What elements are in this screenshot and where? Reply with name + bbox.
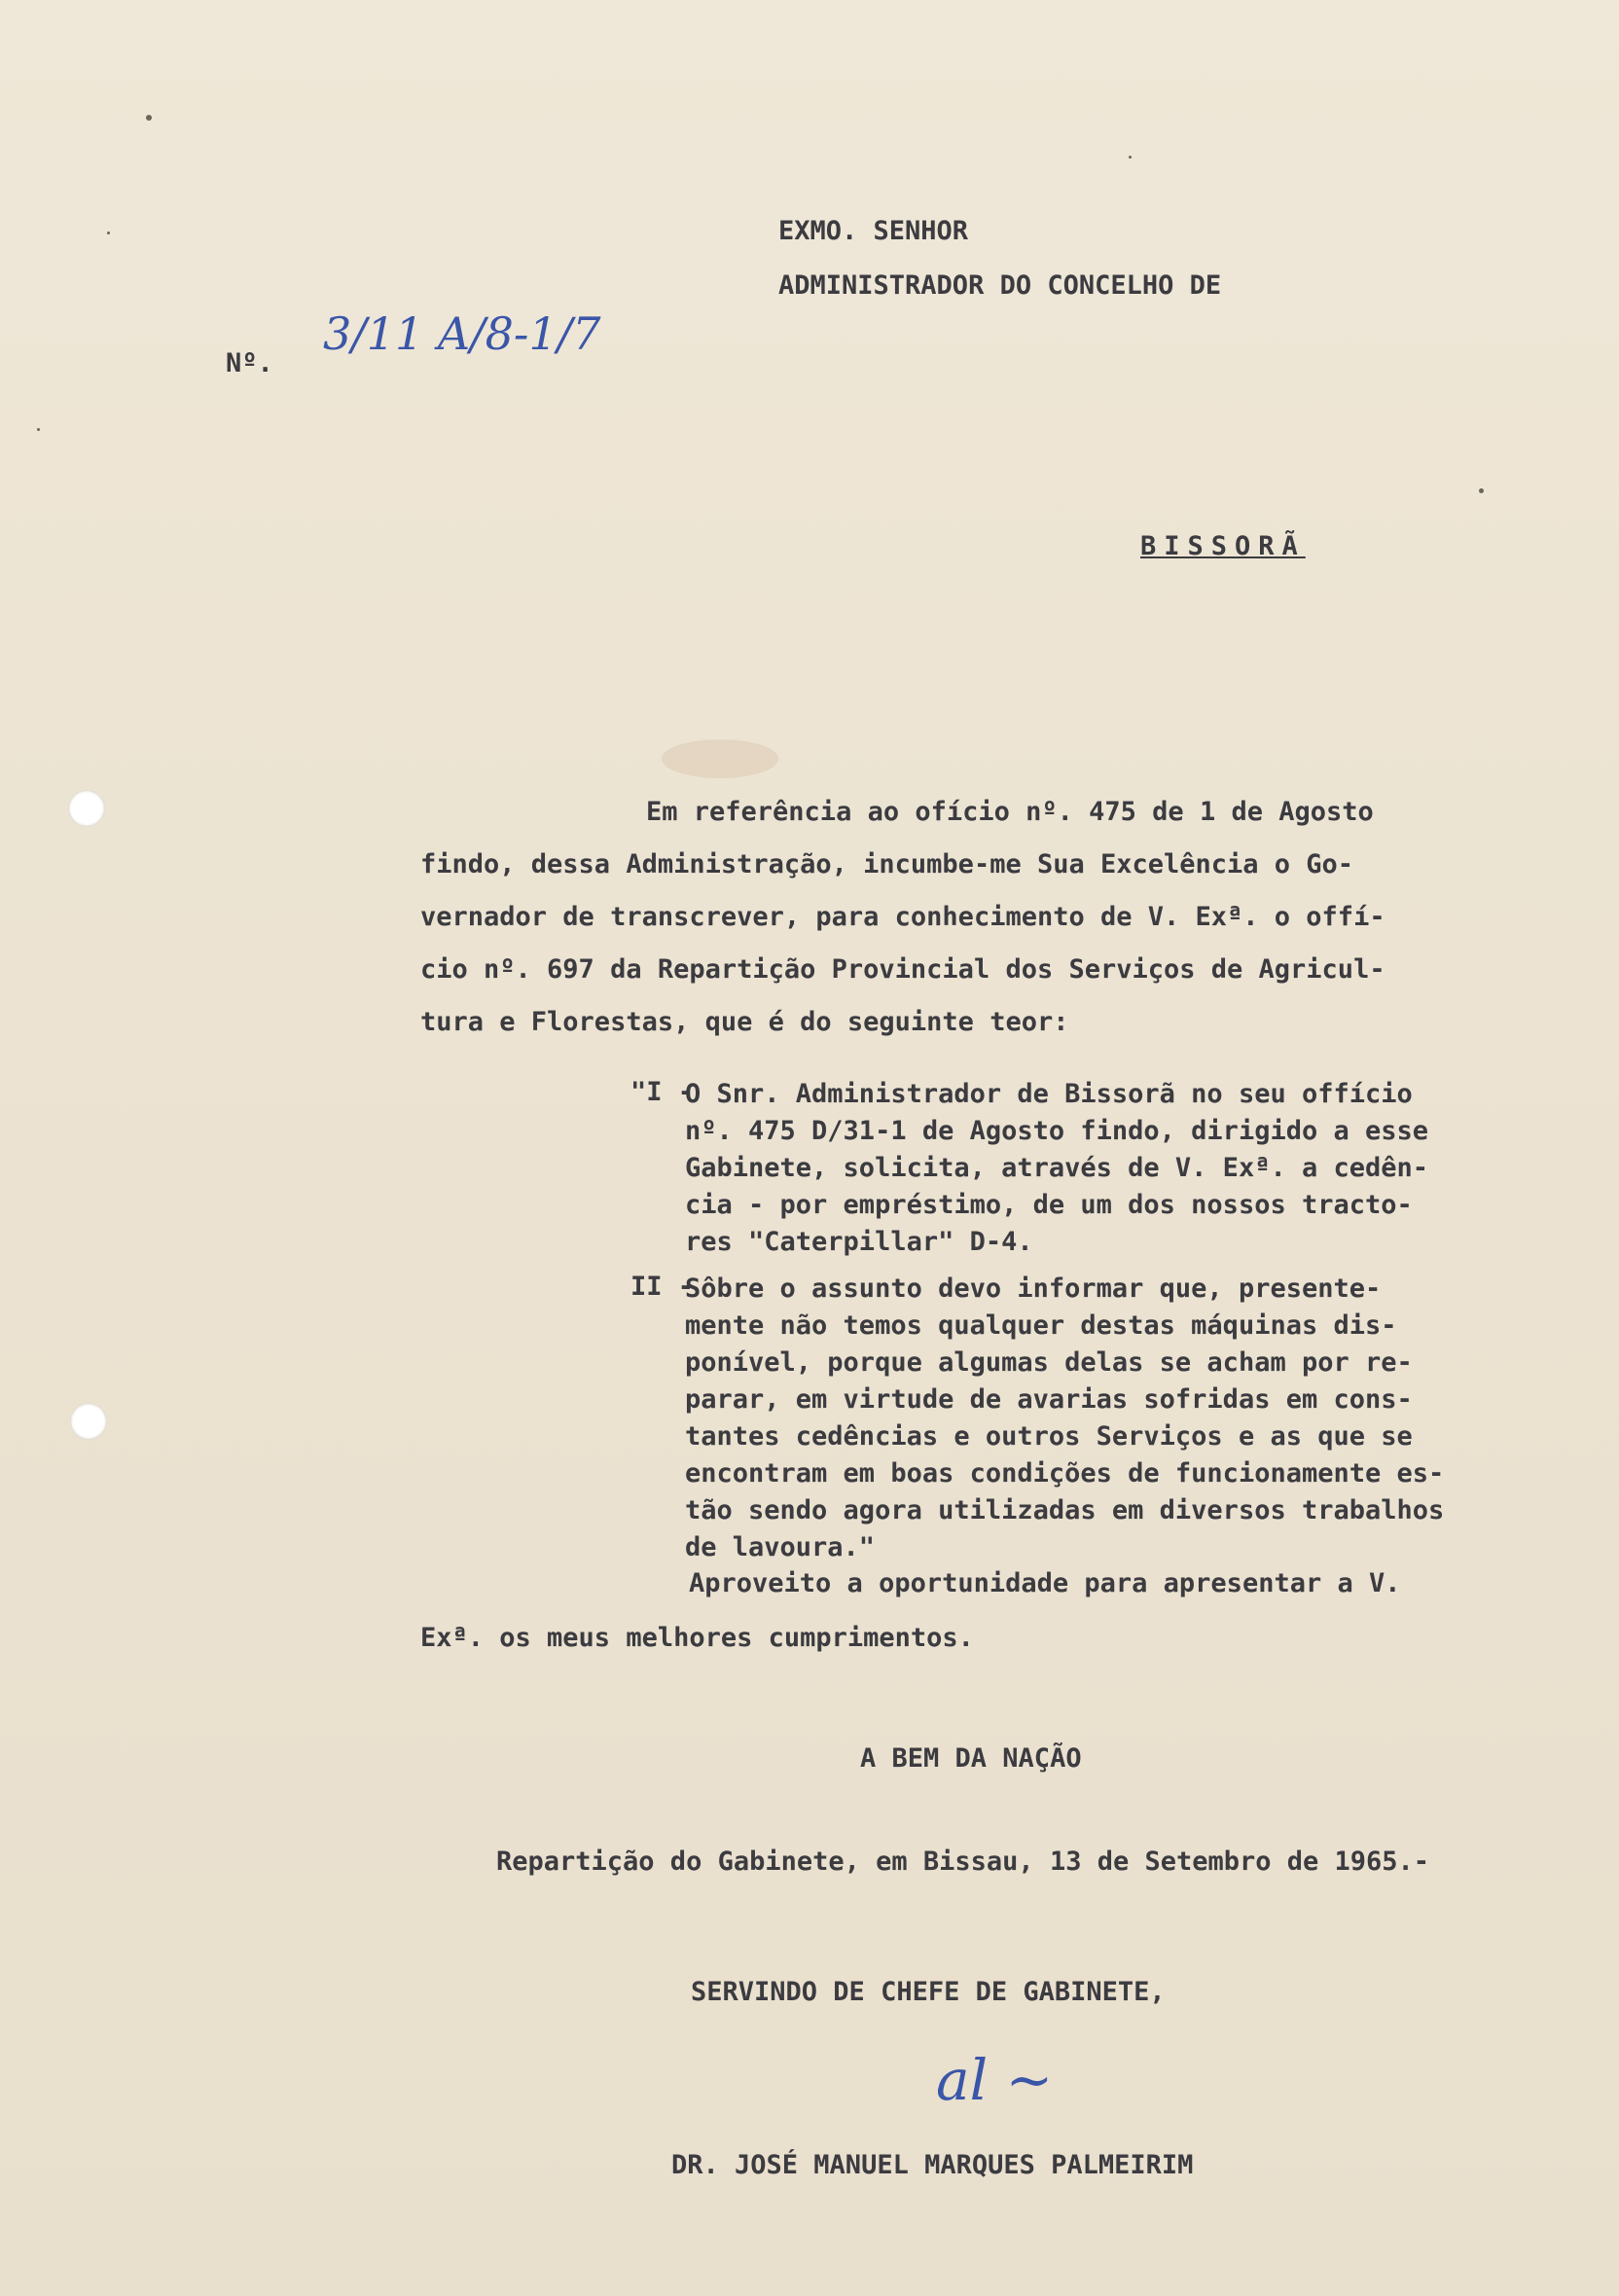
paper-stain: [662, 739, 778, 778]
punch-hole-bottom: [70, 1403, 107, 1440]
handwritten-signature: al ~: [936, 2047, 1054, 2113]
paragraph-line: Em referência ao ofício nº. 475 de 1 de Agosto: [646, 797, 1374, 827]
place-date-line: Repartição do Gabinete, em Bissau, 13 de Setembro de 1965.-: [496, 1847, 1430, 1877]
item-line: de lavoura.": [685, 1532, 876, 1562]
item-line: tantes cedências e outros Serviços e as que se: [685, 1421, 1413, 1452]
item-line: encontram em boas condições de funcionamente es-: [685, 1458, 1445, 1489]
item-line: O Snr. Administrador de Bissorã no seu offício: [685, 1079, 1413, 1109]
closing-line: Exª. os meus melhores cumprimentos.: [420, 1623, 974, 1653]
closing-line: Aproveito a oportunidade para apresentar a V.: [689, 1568, 1401, 1598]
paper-speck: [1479, 488, 1484, 493]
item-line: Gabinete, solicita, através de V. Exª. a cedên-: [685, 1153, 1429, 1183]
item-number: "I -: [630, 1077, 695, 1107]
motto: A BEM DA NAÇÃO: [860, 1743, 1082, 1774]
item-line: res "Caterpillar" D-4.: [685, 1227, 1033, 1257]
item-line: parar, em virtude de avarias sofridas em cons-: [685, 1384, 1413, 1415]
addressee: ADMINISTRADOR DO CONCELHO DE: [778, 270, 1222, 301]
quoted-item-1: [685, 1076, 1619, 1261]
paper-speck: [107, 232, 110, 234]
item-line: tão sendo agora utilizadas em diversos trabalhos: [685, 1495, 1445, 1525]
signatory-role: SERVINDO DE CHEFE DE GABINETE,: [691, 1977, 1166, 2007]
destination-heading: BISSORÃ: [1140, 531, 1306, 561]
paragraph-line: cio nº. 697 da Repartição Provincial dos Serviços de Agricul-: [420, 954, 1385, 985]
item-line: mente não temos qualquer destas máquinas dis-: [685, 1310, 1397, 1341]
intro-paragraph: [420, 786, 1568, 1049]
item-line: cia - por empréstimo, de um dos nossos tracto-: [685, 1190, 1413, 1220]
handwritten-reference-number: 3/11 A/8-1/7: [323, 307, 601, 360]
paper-speck: [146, 115, 152, 121]
item-line: nº. 475 D/31-1 de Agosto findo, dirigido a esse: [685, 1116, 1429, 1146]
item-line: Sôbre o assunto devo informar que, presente-: [685, 1274, 1382, 1304]
paper-speck: [1129, 156, 1132, 159]
paragraph-line: tura e Florestas, que é do seguinte teor:: [420, 1007, 1069, 1037]
punch-hole-top: [68, 790, 105, 827]
signatory-name: DR. JOSÉ MANUEL MARQUES PALMEIRIM: [671, 2150, 1194, 2180]
paragraph-line: vernador de transcrever, para conhecimento de V. Exª. o offí-: [420, 902, 1385, 932]
paragraph-line: findo, dessa Administração, incumbe-me Sua Excelência o Go-: [420, 849, 1354, 879]
item-number: II -: [630, 1272, 695, 1302]
paper-speck: [37, 428, 40, 431]
item-line: ponível, porque algumas delas se acham por re-: [685, 1347, 1413, 1378]
salutation: EXMO. SENHOR: [778, 216, 969, 246]
quoted-item-2: [685, 1271, 1619, 1566]
number-label: Nº.: [226, 348, 273, 378]
